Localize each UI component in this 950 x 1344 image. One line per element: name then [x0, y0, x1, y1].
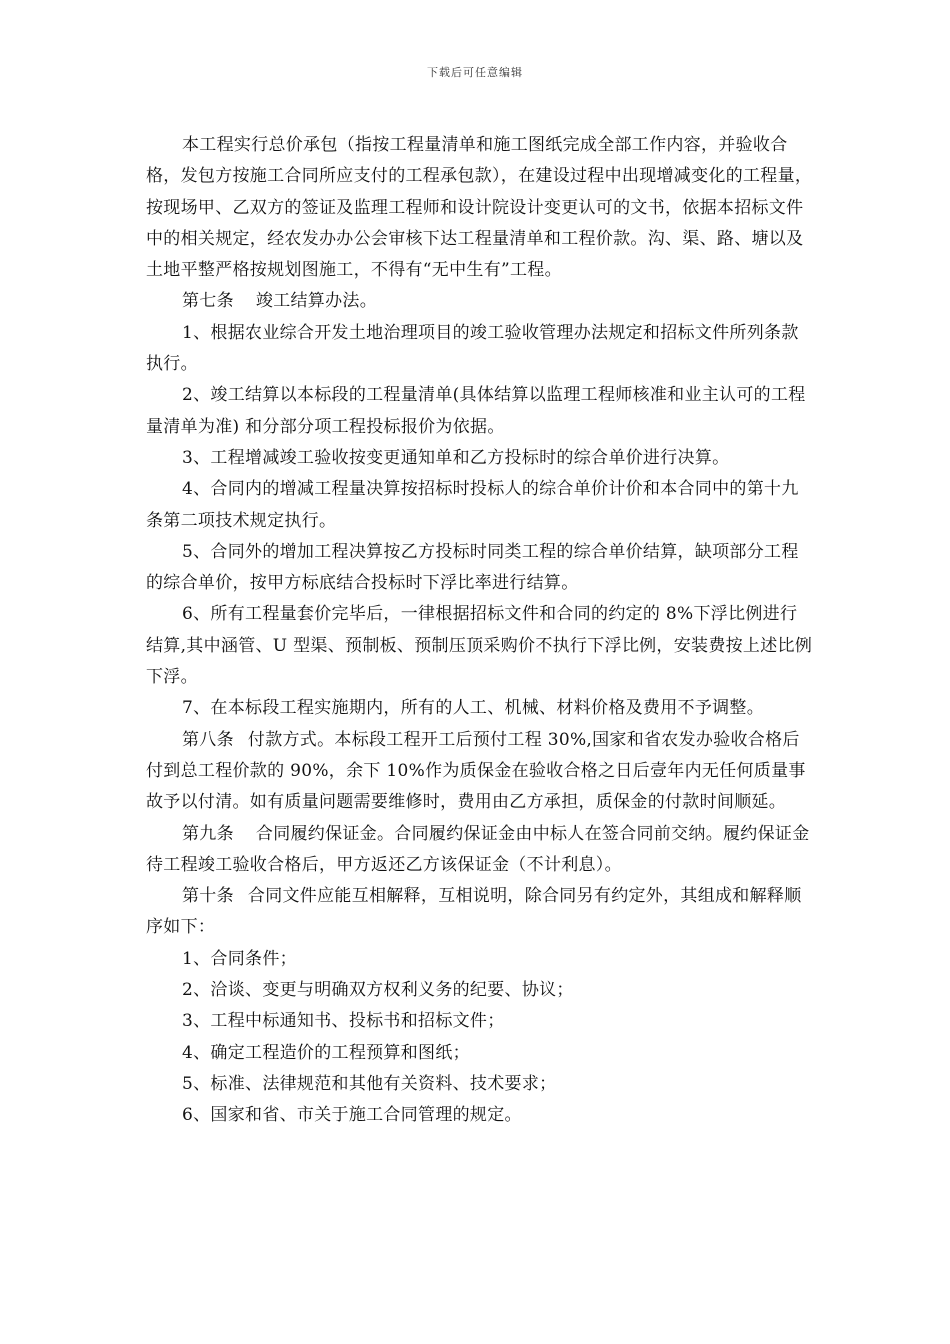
article-7-head: 第七条 — [182, 291, 234, 312]
article-9-head: 第九条 — [182, 823, 234, 844]
article-8-head: 第八条 — [182, 729, 234, 750]
list-item-settlement-5: 5、合同外的增加工程决算按乙方投标时同类工程的综合单价结算，缺项部分工程的综合单价，按甲方标底结合投标时下浮比率进行结算。 — [146, 541, 799, 594]
list-item-order-2: 2、洽谈、变更与明确双方权利义务的纪要、协议； — [182, 980, 574, 1001]
list-item-settlement-4: 4、合同内的增减工程量决算按招标时投标人的综合单价计价和本合同中的第十九条第二项技术规定执行。 — [146, 479, 799, 531]
list-item-settlement-1: 1、根据农业综合开发土地治理项目的竣工验收管理办法规定和招标文件所列条款执行。 — [146, 322, 799, 375]
article-7-text: 竣工结算办法。 — [255, 291, 378, 312]
list-item-settlement-3: 3、工程增减竣工验收按变更通知单和乙方投标时的综合单价进行决算。 — [182, 447, 730, 468]
list-item-order-4: 4、确定工程造价的工程预算和图纸； — [182, 1042, 470, 1063]
article-10 — [146, 881, 814, 944]
article-8-text: 付款方式。本标段工程开工后预付工程 30%,国家和省农发办验收合格后付到总工程价款的 90%，余下 10%作为质保金在验收合格之日后壹年内无任何质量事故予以付清。如有质量问题需要维修时，费用由乙方承担，质保金的付款时间顺延。 — [146, 729, 806, 813]
list-item-order-5: 5、标准、法律规范和其他有关资料、技术要求； — [182, 1073, 557, 1094]
article-7 — [146, 286, 814, 317]
document-body — [146, 130, 814, 1132]
list-item-order-1: 1、合同条件； — [182, 948, 297, 969]
list-item-order-3: 3、工程中标通知书、投标书和招标文件； — [182, 1011, 505, 1032]
list-item-settlement-7: 7、在本标段工程实施期内，所有的人工、机械、材料价格及费用不予调整。 — [182, 698, 765, 719]
header-note: 下载后可任意编辑 — [427, 66, 523, 79]
article-9 — [146, 819, 814, 882]
article-8 — [146, 725, 814, 819]
article-10-head: 第十条 — [182, 886, 234, 907]
list-item-settlement-2: 2、竣工结算以本标段的工程量清单(具体结算以监理工程师核准和业主认可的工程量清单为准) 和分部分项工程投标报价为依据。 — [146, 385, 806, 437]
article-9-text: 合同履约保证金。合同履约保证金由中标人在签合同前交纳。履约保证金待工程竣工验收合格后，甲方返还乙方该保证金（不计利息）。 — [146, 823, 810, 875]
paragraph-contract-scope: 本工程实行总价承包（指按工程量清单和施工图纸完成全部工作内容，并验收合格，发包方按施工合同所应支付的工程承包款），在建设过程中出现增减变化的工程量，按现场甲、乙双方的签证及监理工程师和设计院设计变更认可的文书，依据本招标文件中的相关规定，经农发办办公会审核下达工程量清单和工程价款。沟、渠、路、塘以及土地平整严格按规划图施工，不得有“无中生有”工程。 — [146, 135, 813, 281]
list-item-settlement-6: 6、所有工程量套价完毕后，一律根据招标文件和合同的约定的 8%下浮比例进行结算,其中涵管、U 型渠、预制板、预制压顶采购价不执行下浮比例，安装费按上述比例下浮。 — [146, 604, 813, 688]
article-10-text: 合同文件应能互相解释，互相说明，除合同另有约定外，其组成和解释顺序如下： — [146, 886, 802, 938]
list-item-order-6: 6、国家和省、市关于施工合同管理的规定。 — [182, 1105, 522, 1126]
